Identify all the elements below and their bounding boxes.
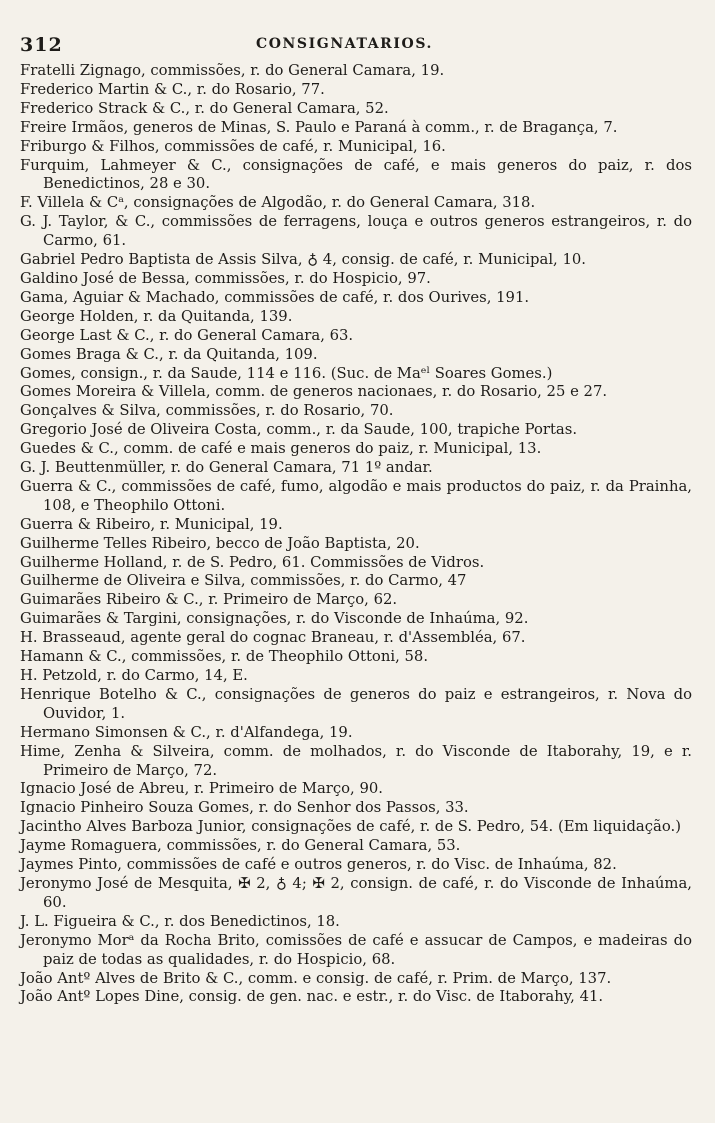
entry-name: João Antº Alves de Brito & C. xyxy=(20,969,239,987)
entry-name: Jaymes Pinto xyxy=(20,856,118,874)
entry-details: , commissões, r. do General Camara, 53. xyxy=(157,837,461,855)
directory-entry xyxy=(20,516,692,535)
directory-entry xyxy=(20,81,692,100)
entry-name: H. Petzold xyxy=(20,667,98,684)
directory-entry xyxy=(20,686,692,724)
directory-entry xyxy=(20,743,692,781)
directory-entry xyxy=(20,194,692,213)
directory-entry xyxy=(20,875,692,913)
entry-details: , r. de S. Pedro, 61. Commissões de Vidros. xyxy=(162,553,485,571)
entry-name: George Last & C. xyxy=(20,326,150,344)
directory-entry xyxy=(20,308,692,327)
directory-entry xyxy=(20,459,692,478)
entry-name: Ignacio Pinheiro Souza Gomes xyxy=(20,799,250,817)
directory-entry xyxy=(20,970,692,989)
entry-name: H. Brasseaud xyxy=(20,629,121,647)
directory-entry xyxy=(20,440,692,459)
entry-details: , generos de Minas, S. Paulo e Paraná à comm., r. de Bragança, 7. xyxy=(123,118,618,136)
entry-details: , r. do General Camara, 52. xyxy=(185,99,389,117)
entry-name: J. L. Figueira & C. xyxy=(20,912,155,930)
entry-details: , consignações de Algodão, r. do General Camara, 318. xyxy=(123,194,536,212)
directory-entry xyxy=(20,837,692,856)
entry-details: , becco de João Baptista, 20. xyxy=(206,534,420,552)
directory-entry xyxy=(20,667,692,686)
directory-entry xyxy=(20,213,692,251)
entry-details: , consignações, r. do Visconde de Inhaúma, 92. xyxy=(176,610,529,628)
entry-details: , r. do General Camara, 63. xyxy=(149,326,354,344)
directory-entry xyxy=(20,289,692,308)
entry-details: , r. d'Alfandega, 19. xyxy=(206,723,353,741)
entry-details: , commissões, r. do Rosario, 70. xyxy=(156,402,394,420)
entry-details: , comm. de café e mais generos do paiz, r. Municipal, 13. xyxy=(114,440,542,458)
entry-name: Guilherme Telles Ribeiro xyxy=(20,534,207,552)
entry-name: Frederico Strack & C. xyxy=(20,99,186,117)
page-header xyxy=(20,34,660,58)
directory-entry xyxy=(20,346,692,365)
entry-details: , r. do Carmo, 14, E. xyxy=(97,667,248,684)
directory-entry xyxy=(20,913,692,932)
entry-details: , comm. e consig. de café, r. Prim. de Março, 137. xyxy=(238,969,612,987)
directory-entry xyxy=(20,932,692,970)
entry-name: Gabriel Pedro Baptista de Assis Silva xyxy=(20,251,298,269)
directory-entry xyxy=(20,818,692,837)
entry-name: Jeronymo Morᵃ da Rocha Brito xyxy=(20,931,255,949)
entry-details: , commissões de café e outros generos, r. do Visc. de Inhaúma, 82. xyxy=(117,856,617,874)
directory-entry xyxy=(20,799,692,818)
entry-name: Furquim, Lahmeyer & C. xyxy=(20,156,227,174)
entry-name: Jeronymo José de Mesquita xyxy=(20,874,228,892)
entry-name: Hime, Zenha & Silveira xyxy=(20,742,210,760)
entry-name: F. Villela & Cᵃ xyxy=(20,194,124,212)
entry-details: , commissões de café, r. Municipal, 16. xyxy=(154,137,446,155)
entry-name: Henrique Botelho & C. xyxy=(20,685,202,703)
directory-entry xyxy=(20,100,692,119)
entry-details: , r. do Rosario, 77. xyxy=(187,80,325,98)
entry-name: Friburgo & Filhos xyxy=(20,137,155,155)
entry-details: , comissões de café e assucar de Campos, e madeiras do paiz de todas as qualidades, r. do Hospicio, 68. xyxy=(43,931,693,968)
entry-name: Fratelli Zignago xyxy=(20,62,141,79)
entry-name: Guilherme de Oliveira e Silva xyxy=(20,572,241,590)
directory-entry xyxy=(20,157,692,195)
entry-name: Guerra & C. xyxy=(20,477,112,495)
directory-entry xyxy=(20,119,692,138)
entry-name: G. J. Beuttenmüller xyxy=(20,459,162,477)
directory-entry xyxy=(20,591,692,610)
directory-entry xyxy=(20,421,692,440)
entry-name: Galdino José de Bessa xyxy=(20,269,186,287)
entry-details: , comm. de generos nacionaes, r. do Rosario, 25 e 27. xyxy=(205,383,608,401)
entry-name: Ignacio José de Abreu xyxy=(20,780,185,798)
entry-name: Gomes xyxy=(20,364,72,382)
directory-entry xyxy=(20,478,692,516)
entry-name: Hamann & C. xyxy=(20,648,122,666)
entry-details: , consignações de café, r. de S. Pedro, 54. (Em liquidação.) xyxy=(241,818,681,836)
directory-entry xyxy=(20,138,692,157)
entry-details: , agente geral do cognac Braneau, r. d'Assembléa, 67. xyxy=(120,629,526,647)
directory-entry xyxy=(20,988,692,1007)
directory-entry xyxy=(20,780,692,799)
entry-name: Hermano Simonsen & C. xyxy=(20,723,207,741)
entry-name: Gama, Aguiar & Machado xyxy=(20,288,215,306)
directory-entry xyxy=(20,629,692,648)
directory-entry xyxy=(20,572,692,591)
entry-details: , consignações de café, e mais generos do paiz, r. dos Benedictinos, 28 e 30. xyxy=(43,156,692,193)
entry-name: Gonçalves & Silva xyxy=(20,402,157,420)
entry-details: , commissões, r. do General Camara, 19. xyxy=(140,62,445,79)
entry-details: , ♁ 4, consig. de café, r. Municipal, 10. xyxy=(297,251,587,269)
entry-details: , commissões de ferragens, louça e outros generos estrangeiros, r. do Carmo, 61. xyxy=(43,213,692,250)
entry-details: , r. dos Benedictinos, 18. xyxy=(154,912,340,930)
entry-details: , r. Primeiro de Março, 90. xyxy=(184,780,383,798)
entry-name: George Holden xyxy=(20,307,134,325)
entry-name: Guerra & Ribeiro xyxy=(20,515,151,533)
directory-entry xyxy=(20,554,692,573)
entry-details: , consignações de generos do paiz e estrangeiros, r. Nova do Ouvidor, 1. xyxy=(43,685,693,722)
entry-name: Gregorio José de Oliveira Costa xyxy=(20,421,257,439)
directory-entry xyxy=(20,270,692,289)
entry-details: , comm. de molhados, r. do Visconde de Itaborahy, 19, e r. Primeiro de Março, 72. xyxy=(43,742,692,779)
directory-entry xyxy=(20,62,692,81)
directory-entry xyxy=(20,648,692,667)
entry-name: João Antº Lopes Dine xyxy=(20,988,180,1006)
entry-details: , commissões, r. de Theophilo Ottoni, 58. xyxy=(121,648,429,666)
entry-details: , consign., r. da Saude, 114 e 116. (Suc. de Maᵉˡ Soares Gomes.) xyxy=(71,364,553,382)
directory-entry xyxy=(20,365,692,384)
directory-entry xyxy=(20,251,692,270)
entry-name: Jacintho Alves Barboza Junior xyxy=(20,818,242,836)
entry-name: Frederico Martin & C. xyxy=(20,80,188,98)
entry-details: , commissões de café, r. dos Ourives, 191. xyxy=(214,288,530,306)
entry-details: , consig. de gen. nac. e estr., r. do Visc. de Itaborahy, 41. xyxy=(179,988,604,1006)
entry-list xyxy=(20,62,692,1007)
entry-details: , comm., r. da Saude, 100, trapiche Portas. xyxy=(256,421,578,439)
entry-name: Guedes & C. xyxy=(20,440,115,458)
entry-details: , r. do Senhor dos Passos, 33. xyxy=(249,799,469,817)
entry-details: , r. Primeiro de Março, 62. xyxy=(198,591,398,609)
entry-name: Guimarães Ribeiro & C. xyxy=(20,591,199,609)
entry-name: Jayme Romaguera xyxy=(20,837,158,855)
directory-entry xyxy=(20,383,692,402)
running-head: CONSIGNATARIOS. xyxy=(256,36,434,52)
entry-name: G. J. Taylor, & C. xyxy=(20,213,151,231)
directory-entry xyxy=(20,610,692,629)
entry-name: Guilherme Holland xyxy=(20,553,163,571)
entry-details: , commissões, r. do Hospicio, 97. xyxy=(185,269,431,287)
entry-name: Gomes Moreira & Villela xyxy=(20,383,206,401)
entry-details: , ✠ 2, ♁ 4; ✠ 2, consign. de café, r. do Visconde de Inhaúma, 60. xyxy=(43,874,692,911)
entry-details: , r. Municipal, 19. xyxy=(150,515,283,533)
directory-entry xyxy=(20,535,692,554)
directory-entry xyxy=(20,327,692,346)
entry-details: , r. do General Camara, 71 1º andar. xyxy=(161,459,433,477)
entry-name: Guimarães & Targini xyxy=(20,610,177,628)
entry-details: , r. da Quitanda, 109. xyxy=(158,345,318,363)
entry-name: Freire Irmãos xyxy=(20,118,124,136)
directory-entry xyxy=(20,856,692,875)
entry-details: , r. da Quitanda, 139. xyxy=(133,307,293,325)
directory-entry xyxy=(20,724,692,743)
entry-name: Gomes Braga & C. xyxy=(20,345,159,363)
directory-entry xyxy=(20,402,692,421)
page-number: 312 xyxy=(20,34,63,56)
entry-details: , commissões, r. do Carmo, 47 xyxy=(240,572,467,590)
entry-details: , commissões de café, fumo, algodão e mais productos do paiz, r. da Prainha, 108, e Theophilo Ottoni. xyxy=(43,477,692,514)
